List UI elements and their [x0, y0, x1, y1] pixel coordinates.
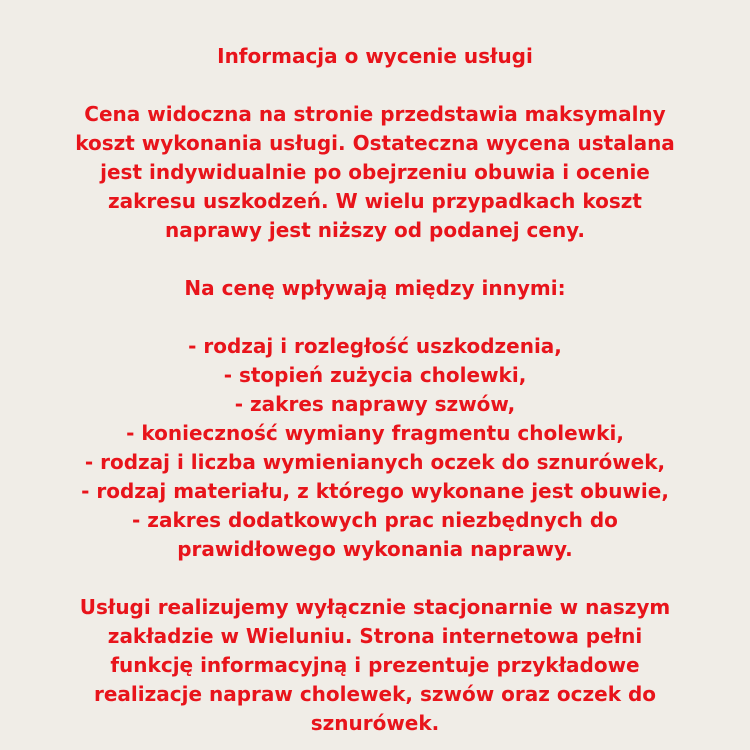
- closing-line: realizacje napraw cholewek, szwów oraz oczek do: [93, 682, 657, 706]
- closing-line: funkcję informacyjną i prezentuje przykładowe: [110, 653, 640, 677]
- closing-paragraph: [0, 593, 750, 738]
- factor-item: - rodzaj i liczba wymienianych oczek do sznurówek,: [84, 450, 666, 474]
- spacer: [0, 564, 750, 593]
- factor-item: - rodzaj materiału, z którego wykonane jest obuwie,: [81, 479, 669, 503]
- spacer: [0, 71, 750, 100]
- intro-line: jest indywidualnie po obejrzeniu obuwia i ocenie: [100, 160, 650, 184]
- factor-item: - zakres naprawy szwów,: [234, 392, 516, 416]
- intro-line: naprawy jest niższy od podanej ceny.: [165, 218, 585, 242]
- factor-item: - konieczność wymiany fragmentu cholewki,: [126, 421, 624, 445]
- factor-item: - rodzaj i rozległość uszkodzenia,: [188, 334, 562, 358]
- factor-item-continuation: prawidłowego wykonania naprawy.: [177, 537, 573, 561]
- closing-line: zakładzie w Wieluniu. Strona internetowa pełni: [107, 624, 643, 648]
- factor-item: - zakres dodatkowych prac niezbędnych do: [132, 508, 618, 532]
- factors-list: [0, 332, 750, 564]
- intro-paragraph: [0, 100, 750, 245]
- intro-line: zakresu uszkodzeń. W wielu przypadkach koszt: [107, 189, 642, 213]
- intro-line: Cena widoczna na stronie przedstawia maksymalny: [84, 102, 666, 126]
- factor-item: - stopień zużycia cholewki,: [223, 363, 527, 387]
- spacer: [0, 303, 750, 332]
- spacer: [0, 245, 750, 274]
- document-title: Informacja o wycenie usługi: [217, 44, 533, 68]
- closing-line: sznurówek.: [310, 711, 440, 735]
- closing-line: Usługi realizujemy wyłącznie stacjonarnie w naszym: [79, 595, 671, 619]
- intro-line: koszt wykonania usługi. Ostateczna wycena ustalana: [75, 131, 675, 155]
- factors-heading: Na cenę wpływają między innymi:: [184, 276, 566, 300]
